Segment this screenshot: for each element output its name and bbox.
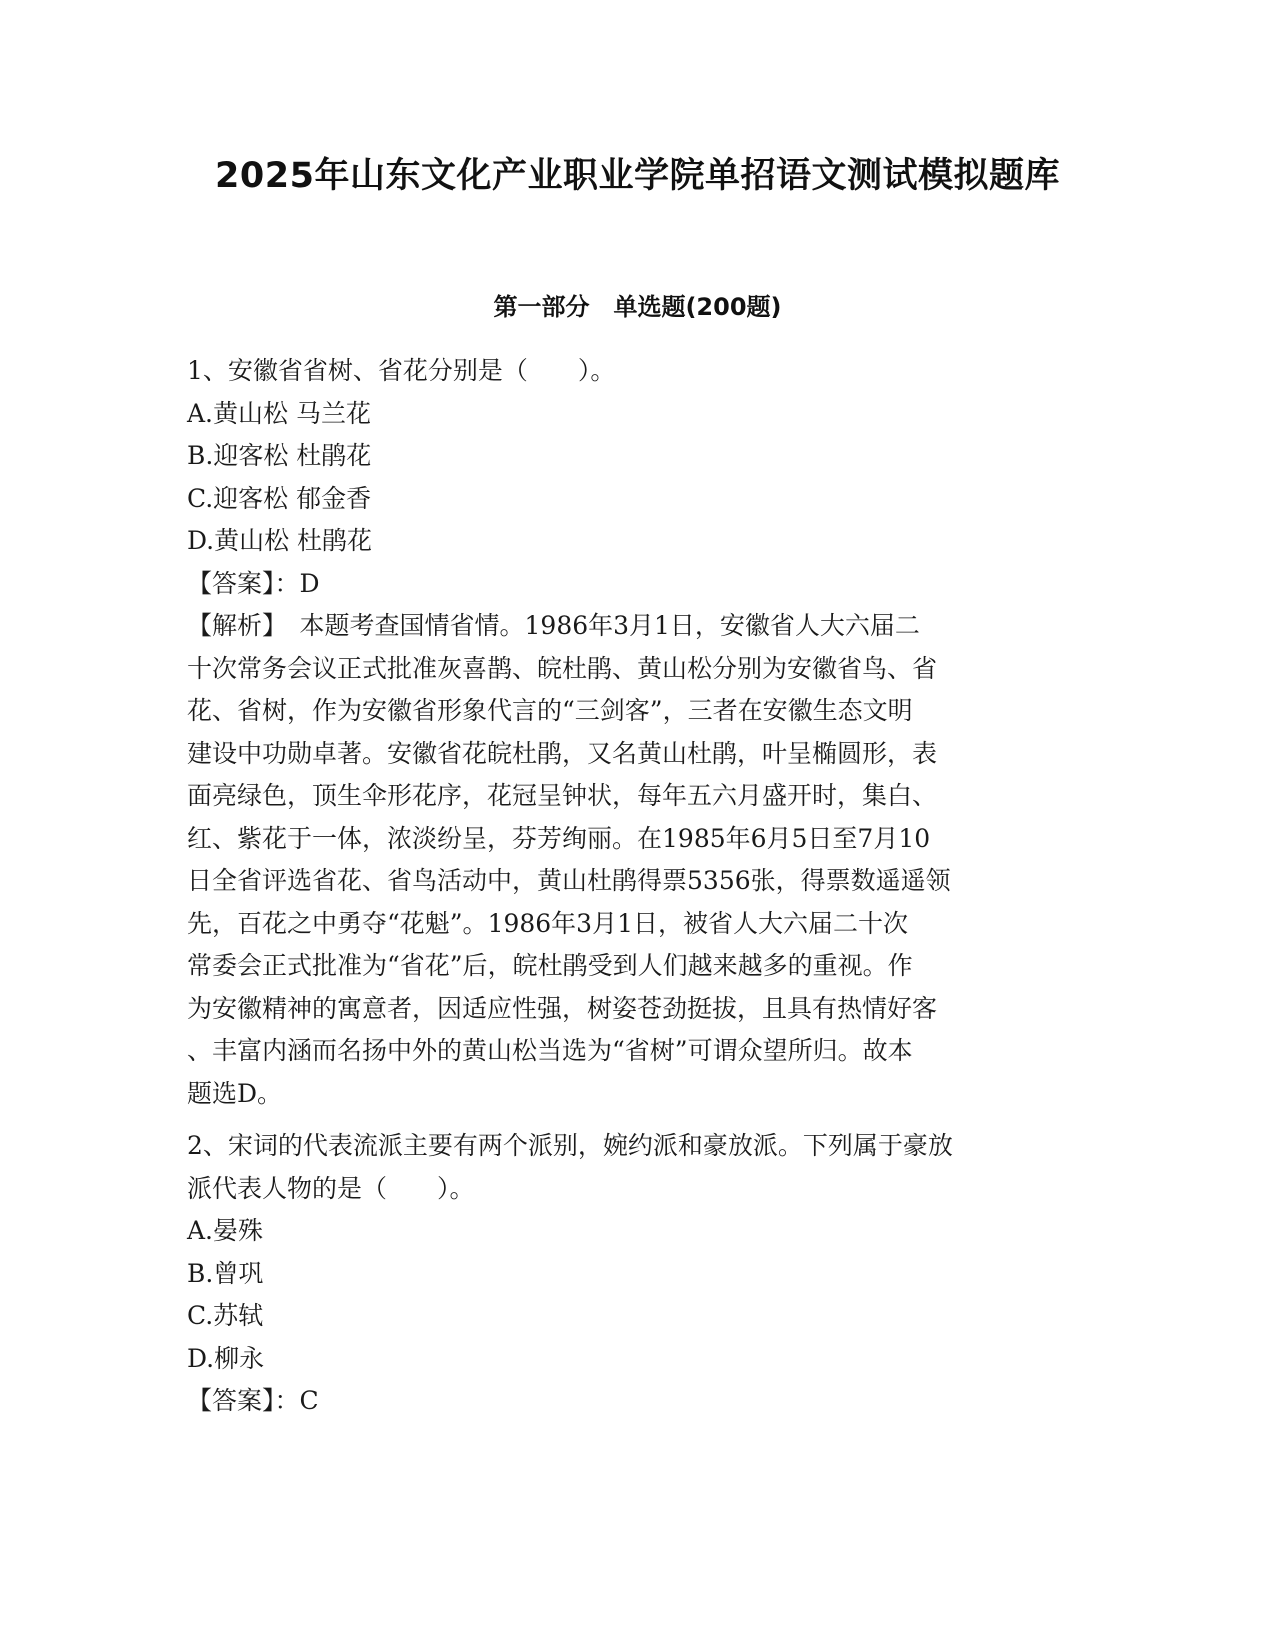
analysis-line: 十次常务会议正式批准灰喜鹊、皖杜鹃、黄山松分别为安徽省鸟、省 — [187, 653, 938, 683]
option-c: C.苏轼 — [187, 1301, 264, 1330]
analysis-line: 先，百花之中勇夺“花魁”。1986年3月1日，被省人大六届二十次 — [187, 908, 908, 938]
option-a: A.晏殊 — [187, 1216, 264, 1245]
question-1 — [187, 350, 1082, 1115]
option-d: D.柳永 — [187, 1343, 265, 1373]
analysis-line: 花、省树，作为安徽省形象代言的“三剑客”，三者在安徽生态文明 — [187, 696, 913, 725]
question-stem: 2、宋词的代表流派主要有两个派别，婉约派和豪放派。下列属于豪放 — [187, 1131, 953, 1160]
question-stem: 1、安徽省省树、省花分别是（ ）。 — [187, 356, 616, 385]
question-gap — [187, 1115, 1082, 1125]
question-2 — [187, 1125, 1082, 1423]
section-title: 第一部分 单选题(200题) — [493, 293, 782, 321]
analysis-line: 、丰富内涵而名扬中外的黄山松当选为“省树”可谓众望所归。故本 — [187, 1036, 913, 1065]
analysis-line: 面亮绿色，顶生伞形花序，花冠呈钟状，每年五六月盛开时，集白、 — [187, 781, 938, 810]
analysis-line: 常委会正式批准为“省花”后，皖杜鹃受到人们越来越多的重视。作 — [187, 951, 913, 980]
analysis-line: 建设中功勋卓著。安徽省花皖杜鹃，又名黄山杜鹃，叶呈椭圆形，表 — [187, 738, 938, 768]
question-list — [187, 350, 1082, 1423]
answer-label: 【答案】：D — [187, 568, 320, 598]
option-c: C.迎客松 郁金香 — [187, 483, 372, 513]
analysis-line: 【解析】 本题考查国情省情。1986年3月1日，安徽省人大六届二 — [187, 611, 920, 640]
option-b: B.曾巩 — [187, 1258, 264, 1288]
document-title: 2025年山东文化产业职业学院单招语文测试模拟题库 — [215, 156, 1060, 196]
option-d: D.黄山松 杜鹃花 — [187, 526, 373, 555]
option-b: B.迎客松 杜鹃花 — [187, 441, 372, 470]
option-a: A.黄山松 马兰花 — [187, 398, 371, 428]
analysis-line: 为安徽精神的寓意者，因适应性强，树姿苍劲挺拔，且具有热情好客 — [187, 993, 938, 1023]
analysis — [187, 605, 1082, 1115]
answer-label: 【答案】：C — [187, 1386, 319, 1415]
analysis-line: 日全省评选省花、省鸟活动中，黄山杜鹃得票5356张，得票数遥遥领 — [187, 866, 951, 895]
analysis-line: 红、紫花于一体，浓淡纷呈，芬芳绚丽。在1985年6月5日至7月10 — [187, 823, 931, 853]
question-stem: 派代表人物的是（ ）。 — [187, 1173, 475, 1203]
analysis-line: 题选D。 — [187, 1078, 283, 1108]
